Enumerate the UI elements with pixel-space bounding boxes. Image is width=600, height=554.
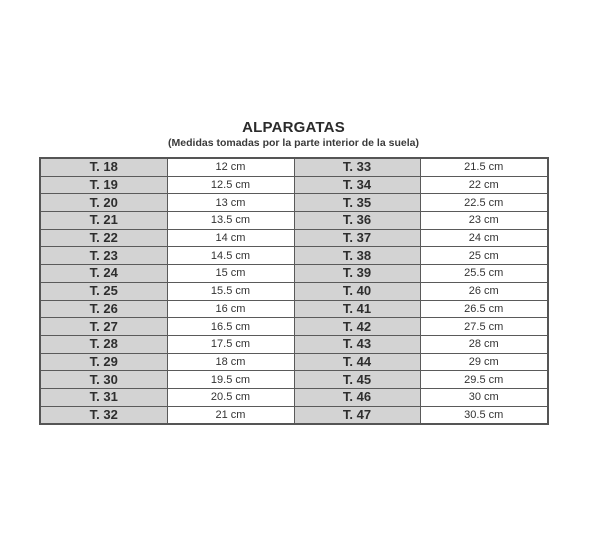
- left-measure-cell: 18 cm: [167, 353, 294, 371]
- table-row: [40, 353, 548, 371]
- right-size-cell: T. 34: [294, 176, 420, 194]
- table-row: [40, 371, 548, 389]
- left-size-cell: T. 30: [40, 371, 167, 389]
- right-size-cell: T. 45: [294, 371, 420, 389]
- right-size-cell: T. 38: [294, 247, 420, 265]
- right-measure-cell: 30 cm: [420, 388, 548, 406]
- right-size-cell: T. 47: [294, 406, 420, 424]
- right-measure-cell: 25.5 cm: [420, 265, 548, 283]
- left-size-cell: T. 32: [40, 406, 167, 424]
- table-row: [40, 265, 548, 283]
- right-measure-cell: 23 cm: [420, 212, 548, 230]
- right-measure-cell: 21.5 cm: [420, 158, 548, 176]
- left-measure-cell: 15.5 cm: [167, 282, 294, 300]
- right-size-cell: T. 36: [294, 212, 420, 230]
- page-title: ALPARGATAS: [242, 119, 345, 136]
- right-measure-cell: 24 cm: [420, 229, 548, 247]
- right-measure-cell: 26.5 cm: [420, 300, 548, 318]
- table-row: [40, 212, 548, 230]
- left-measure-cell: 21 cm: [167, 406, 294, 424]
- left-measure-cell: 16 cm: [167, 300, 294, 318]
- left-measure-cell: 17.5 cm: [167, 335, 294, 353]
- right-measure-cell: 28 cm: [420, 335, 548, 353]
- table-row: [40, 300, 548, 318]
- right-measure-cell: 22.5 cm: [420, 194, 548, 212]
- left-size-cell: T. 26: [40, 300, 167, 318]
- right-size-cell: T. 42: [294, 318, 420, 336]
- left-size-cell: T. 28: [40, 335, 167, 353]
- table-row: [40, 194, 548, 212]
- left-size-cell: T. 23: [40, 247, 167, 265]
- right-measure-cell: 26 cm: [420, 282, 548, 300]
- table-row: [40, 158, 548, 176]
- left-measure-cell: 12 cm: [167, 158, 294, 176]
- size-chart-body: [40, 158, 548, 424]
- left-measure-cell: 19.5 cm: [167, 371, 294, 389]
- right-size-cell: T. 44: [294, 353, 420, 371]
- size-chart-table: [39, 157, 549, 425]
- right-size-cell: T. 33: [294, 158, 420, 176]
- left-measure-cell: 15 cm: [167, 265, 294, 283]
- left-measure-cell: 16.5 cm: [167, 318, 294, 336]
- left-size-cell: T. 25: [40, 282, 167, 300]
- table-row: [40, 229, 548, 247]
- left-measure-cell: 14 cm: [167, 229, 294, 247]
- right-size-cell: T. 41: [294, 300, 420, 318]
- right-measure-cell: 30.5 cm: [420, 406, 548, 424]
- right-size-cell: T. 46: [294, 388, 420, 406]
- left-size-cell: T. 18: [40, 158, 167, 176]
- right-size-cell: T. 39: [294, 265, 420, 283]
- right-size-cell: T. 35: [294, 194, 420, 212]
- right-size-cell: T. 43: [294, 335, 420, 353]
- table-row: [40, 318, 548, 336]
- table-row: [40, 176, 548, 194]
- left-size-cell: T. 22: [40, 229, 167, 247]
- left-size-cell: T. 29: [40, 353, 167, 371]
- table-row: [40, 406, 548, 424]
- left-size-cell: T. 20: [40, 194, 167, 212]
- right-measure-cell: 29.5 cm: [420, 371, 548, 389]
- table-row: [40, 247, 548, 265]
- left-size-cell: T. 31: [40, 388, 167, 406]
- page-subtitle: (Medidas tomadas por la parte interior de la suela): [168, 137, 419, 149]
- left-size-cell: T. 19: [40, 176, 167, 194]
- left-measure-cell: 14.5 cm: [167, 247, 294, 265]
- table-row: [40, 388, 548, 406]
- left-size-cell: T. 27: [40, 318, 167, 336]
- left-measure-cell: 20.5 cm: [167, 388, 294, 406]
- left-measure-cell: 13.5 cm: [167, 212, 294, 230]
- right-size-cell: T. 37: [294, 229, 420, 247]
- right-measure-cell: 27.5 cm: [420, 318, 548, 336]
- table-row: [40, 335, 548, 353]
- left-measure-cell: 13 cm: [167, 194, 294, 212]
- table-row: [40, 282, 548, 300]
- right-measure-cell: 25 cm: [420, 247, 548, 265]
- left-size-cell: T. 21: [40, 212, 167, 230]
- left-measure-cell: 12.5 cm: [167, 176, 294, 194]
- right-size-cell: T. 40: [294, 282, 420, 300]
- left-size-cell: T. 24: [40, 265, 167, 283]
- right-measure-cell: 22 cm: [420, 176, 548, 194]
- right-measure-cell: 29 cm: [420, 353, 548, 371]
